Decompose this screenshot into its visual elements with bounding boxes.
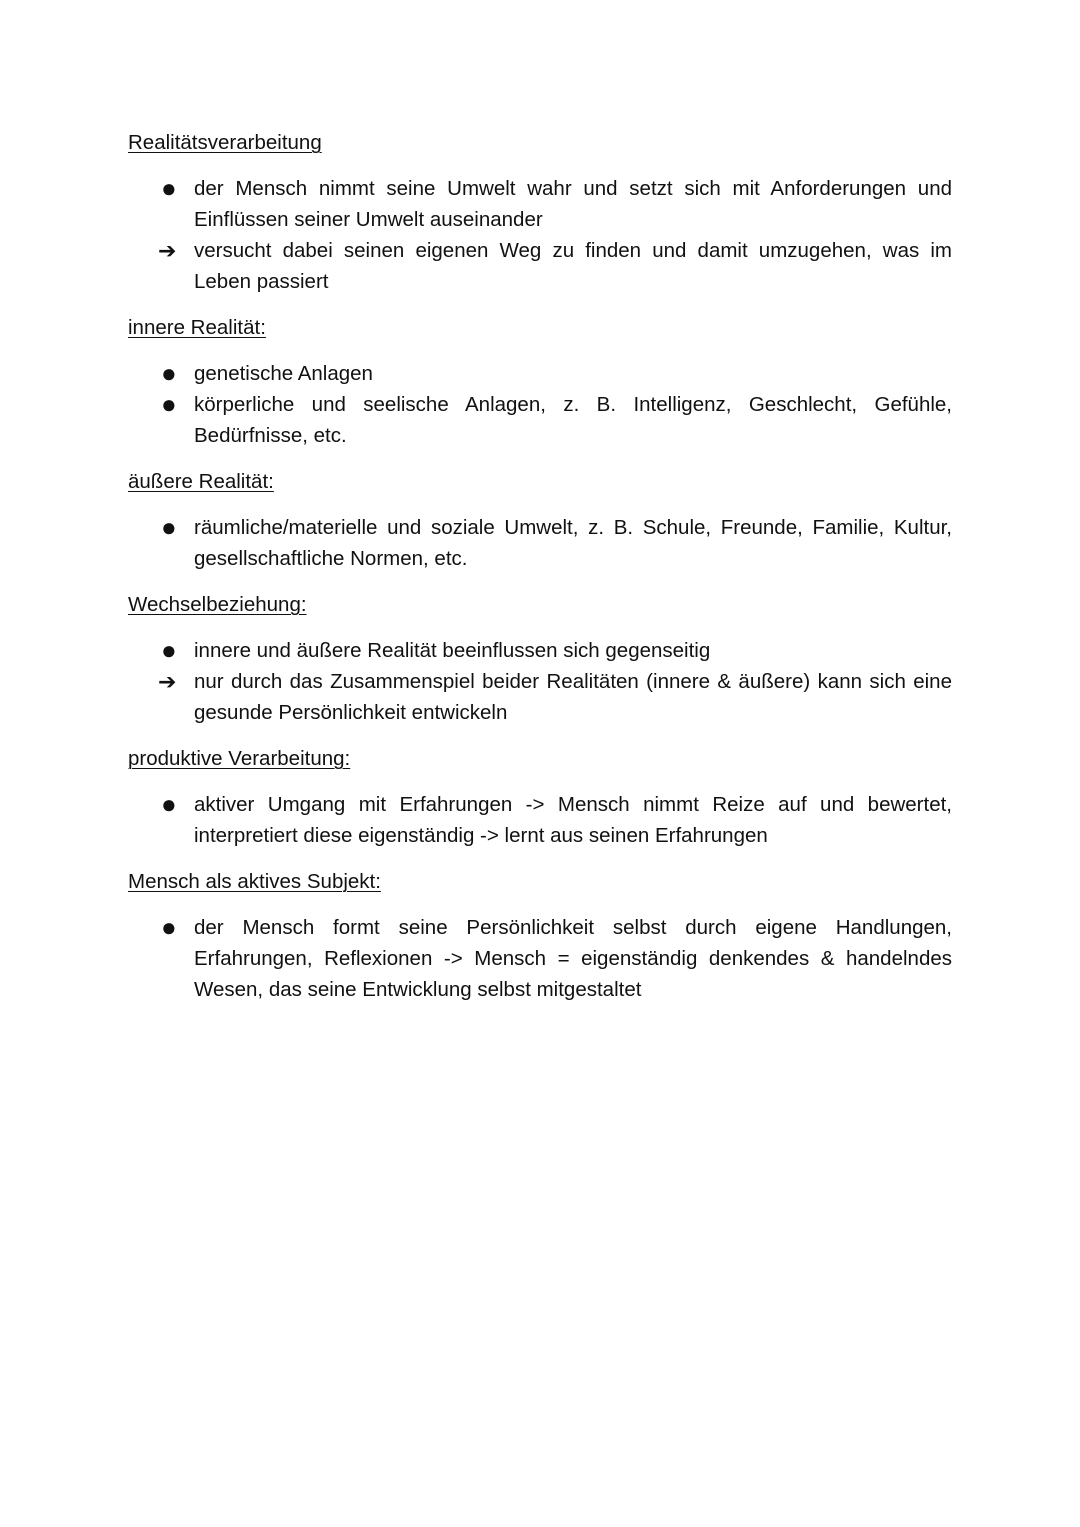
list-item [128, 235, 952, 297]
bullet-icon: ● [161, 512, 177, 542]
bullet-list [128, 173, 952, 297]
bullet-list [128, 789, 952, 851]
bullet-icon: ● [161, 635, 177, 665]
bullet-icon: ● [161, 389, 177, 419]
list-item [128, 358, 952, 389]
section-heading: produktive Verarbeitung: [128, 747, 351, 770]
section-heading: äußere Realität: [128, 470, 274, 493]
section-mensch-als-aktives-subjekt [128, 866, 952, 1005]
bullet-icon: ● [161, 173, 177, 203]
list-item [128, 635, 952, 666]
bullet-list [128, 635, 952, 728]
bullet-list [128, 512, 952, 574]
list-item-text: räumliche/materielle und soziale Umwelt, z. B. Schule, Freunde, Familie, Kultur, gesellschaftliche Normen, etc. [194, 516, 952, 570]
list-item-text: körperliche und seelische Anlagen, z. B. Intelligenz, Geschlecht, Gefühle, Bedürfnisse, etc. [194, 393, 952, 447]
bullet-icon: ● [161, 789, 177, 819]
arrow-right-icon: ➔ [158, 238, 177, 263]
arrow-right-icon: ➔ [158, 669, 177, 694]
list-item-text: genetische Anlagen [194, 362, 373, 385]
section-heading: Wechselbeziehung: [128, 593, 307, 616]
section-heading: innere Realität: [128, 316, 266, 339]
list-item [128, 512, 952, 574]
list-item-text: nur durch das Zusammenspiel beider Realitäten (innere & äußere) kann sich eine gesunde Persönlichkeit entwickeln [194, 670, 952, 724]
bullet-icon: ● [161, 912, 177, 942]
section-realitaetsverarbeitung [128, 127, 952, 297]
bullet-list [128, 912, 952, 1005]
list-item [128, 173, 952, 235]
bullet-list [128, 358, 952, 451]
bullet-icon: ● [161, 358, 177, 388]
section-aeussere-realitaet [128, 466, 952, 574]
section-innere-realitaet [128, 312, 952, 451]
section-heading: Mensch als aktives Subjekt: [128, 870, 381, 893]
list-item [128, 912, 952, 1005]
list-item-text: der Mensch nimmt seine Umwelt wahr und setzt sich mit Anforderungen und Einflüssen seiner Umwelt auseinander [194, 177, 952, 231]
document-content [128, 127, 952, 1020]
section-produktive-verarbeitung [128, 743, 952, 851]
list-item-text: aktiver Umgang mit Erfahrungen -> Mensch nimmt Reize auf und bewertet, interpretiert diese eigenständig -> lernt aus seinen Erfahrungen [194, 793, 952, 847]
section-heading: Realitätsverarbeitung [128, 131, 322, 154]
list-item-text: der Mensch formt seine Persönlichkeit selbst durch eigene Handlungen, Erfahrungen, Reflexionen -> Mensch = eigenständig denkendes & handelndes Wesen, das seine Entwicklung selbst mitgestaltet [194, 916, 952, 1001]
list-item-text: innere und äußere Realität beeinflussen sich gegenseitig [194, 639, 711, 662]
section-wechselbeziehung [128, 589, 952, 728]
list-item [128, 789, 952, 851]
list-item [128, 389, 952, 451]
list-item-text: versucht dabei seinen eigenen Weg zu finden und damit umzugehen, was im Leben passiert [194, 239, 952, 293]
list-item [128, 666, 952, 728]
